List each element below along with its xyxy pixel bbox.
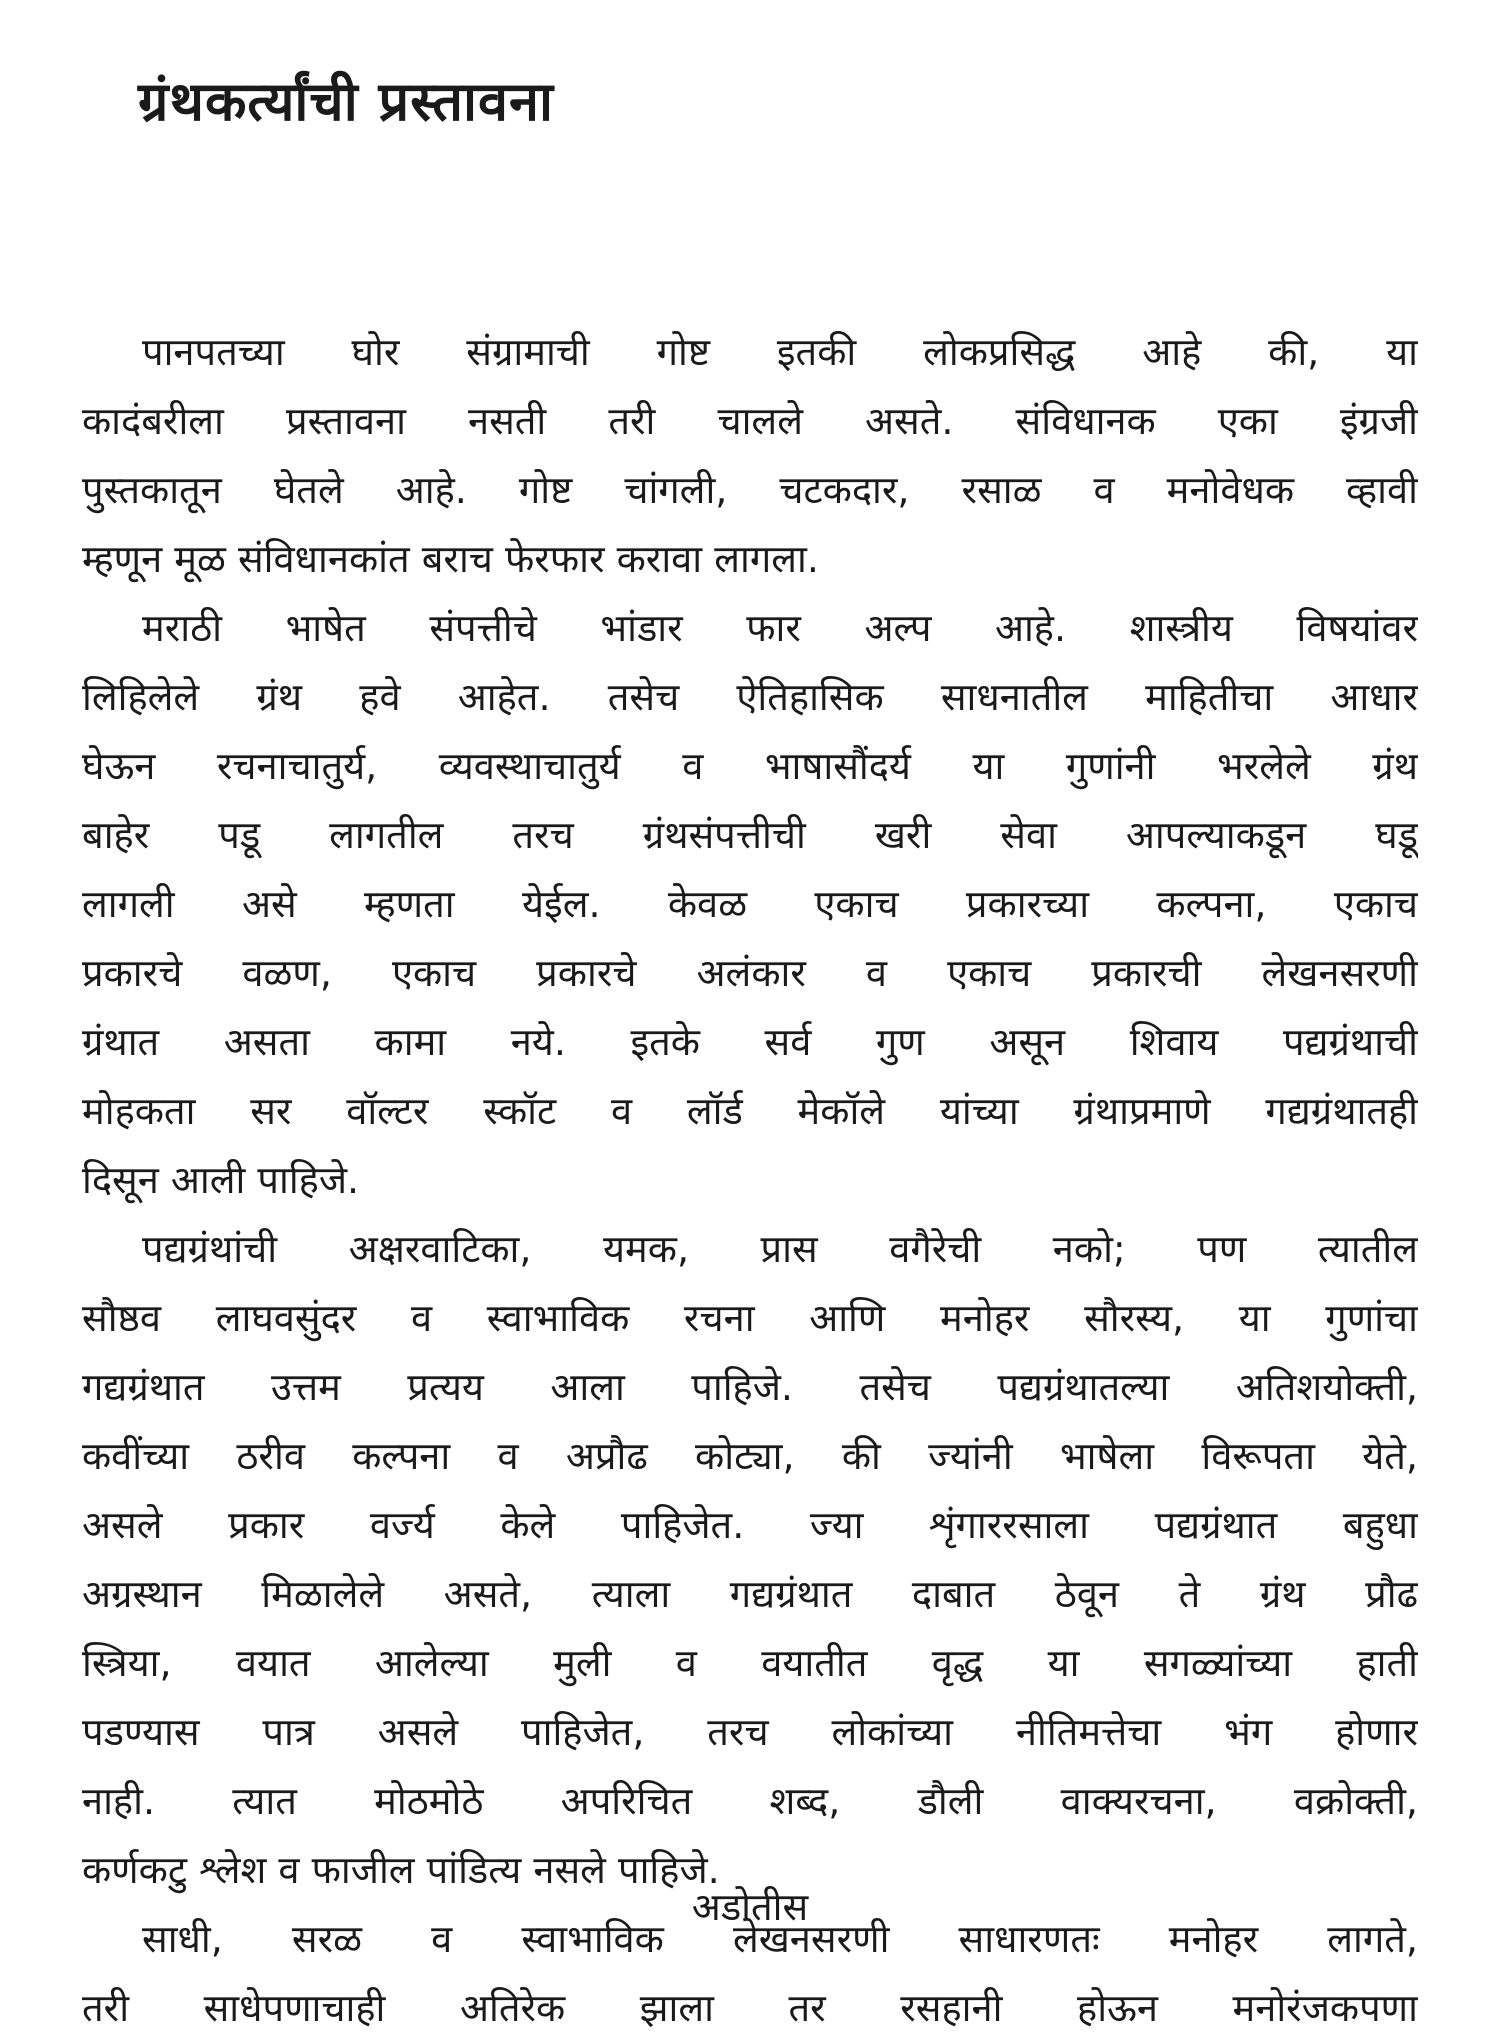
- body-text: [82, 318, 1418, 2043]
- text-line: तरी साधेपणाचाही अतिरेक झाला तर रसहानी होऊन मनोरंजकपणा: [82, 1986, 1418, 2030]
- text-line: ग्रंथात असता कामा नये. इतके सर्व गुण असून शिवाय पद्यग्रंथाची: [82, 1020, 1418, 1064]
- page-heading: ग्रंथकर्त्यांची प्रस्तावना: [138, 70, 554, 133]
- text-line: कर्णकटु श्लेश व फाजील पांडित्य नसले पाहिजे.: [82, 1848, 720, 1892]
- text-line: असले प्रकार वर्ज्य केले पाहिजेत. ज्या शृंगाररसाला पद्यग्रंथात बहुधा: [82, 1503, 1418, 1547]
- text-line: स्त्रिया, वयात आलेल्या मुली व वयातीत वृद्ध या सगळ्यांच्या हाती: [82, 1641, 1418, 1685]
- text-line: बाहेर पडू लागतील तरच ग्रंथसंपत्तीची खरी सेवा आपल्याकडून घडू: [82, 813, 1418, 857]
- text-line: मराठी भाषेत संपत्तीचे भांडार फार अल्प आहे. शास्त्रीय विषयांवर: [142, 606, 1418, 650]
- text-line: गद्यग्रंथात उत्तम प्रत्यय आला पाहिजे. तसेच पद्यग्रंथातल्या अतिशयोक्ती,: [82, 1365, 1418, 1409]
- text-line: साधी, सरळ व स्वाभाविक लेखनसरणी साधारणतः मनोहर लागते,: [142, 1917, 1418, 1961]
- text-line: पद्यग्रंथांची अक्षरवाटिका, यमक, प्रास वगैरेची नको; पण त्यातील: [142, 1227, 1418, 1271]
- text-line: कवींच्या ठरीव कल्पना व अप्रौढ कोट्या, की ज्यांनी भाषेला विरूपता येते,: [82, 1434, 1418, 1478]
- text-line: अग्रस्थान मिळालेले असते, त्याला गद्यग्रंथात दाबात ठेवून ते ग्रंथ प्रौढ: [82, 1572, 1418, 1616]
- text-line: नाही. त्यात मोठमोठे अपरिचित शब्द, डौली वाक्यरचना, वक्रोक्ती,: [82, 1779, 1418, 1823]
- text-line: म्हणून मूळ संविधानकांत बराच फेरफार करावा लागला.: [82, 537, 819, 581]
- text-line: कादंबरीला प्रस्तावना नसती तरी चालले असते. संविधानक एका इंग्रजी: [82, 399, 1418, 443]
- text-line: दिसून आली पाहिजे.: [82, 1158, 360, 1202]
- text-line: लिहिलेले ग्रंथ हवे आहेत. तसेच ऐतिहासिक साधनातील माहितीचा आधार: [82, 675, 1418, 719]
- text-line: लागली असे म्हणता येईल. केवळ एकाच प्रकारच्या कल्पना, एकाच: [82, 882, 1418, 926]
- text-line: पानपतच्या घोर संग्रामाची गोष्ट इतकी लोकप्रसिद्ध आहे की, या: [142, 330, 1418, 374]
- text-line: पुस्तकातून घेतले आहे. गोष्ट चांगली, चटकदार, रसाळ व मनोवेधक व्हावी: [82, 468, 1418, 512]
- text-line: घेऊन रचनाचातुर्य, व्यवस्थाचातुर्य व भाषासौंदर्य या गुणांनी भरलेले ग्रंथ: [82, 744, 1418, 788]
- text-line: पडण्यास पात्र असले पाहिजेत, तरच लोकांच्या नीतिमत्तेचा भंग होणार: [82, 1710, 1418, 1754]
- page-number: अडोतीस: [691, 1885, 809, 1929]
- text-line: मोहकता सर वॉल्टर स्कॉट व लॉर्ड मेकॉले यांच्या ग्रंथाप्रमाणे गद्यग्रंथातही: [82, 1089, 1418, 1133]
- text-line: प्रकारचे वळण, एकाच प्रकारचे अलंकार व एकाच प्रकारची लेखनसरणी: [82, 951, 1418, 995]
- text-line: सौष्ठव लाघवसुंदर व स्वाभाविक रचना आणि मनोहर सौरस्य, या गुणांचा: [82, 1296, 1418, 1340]
